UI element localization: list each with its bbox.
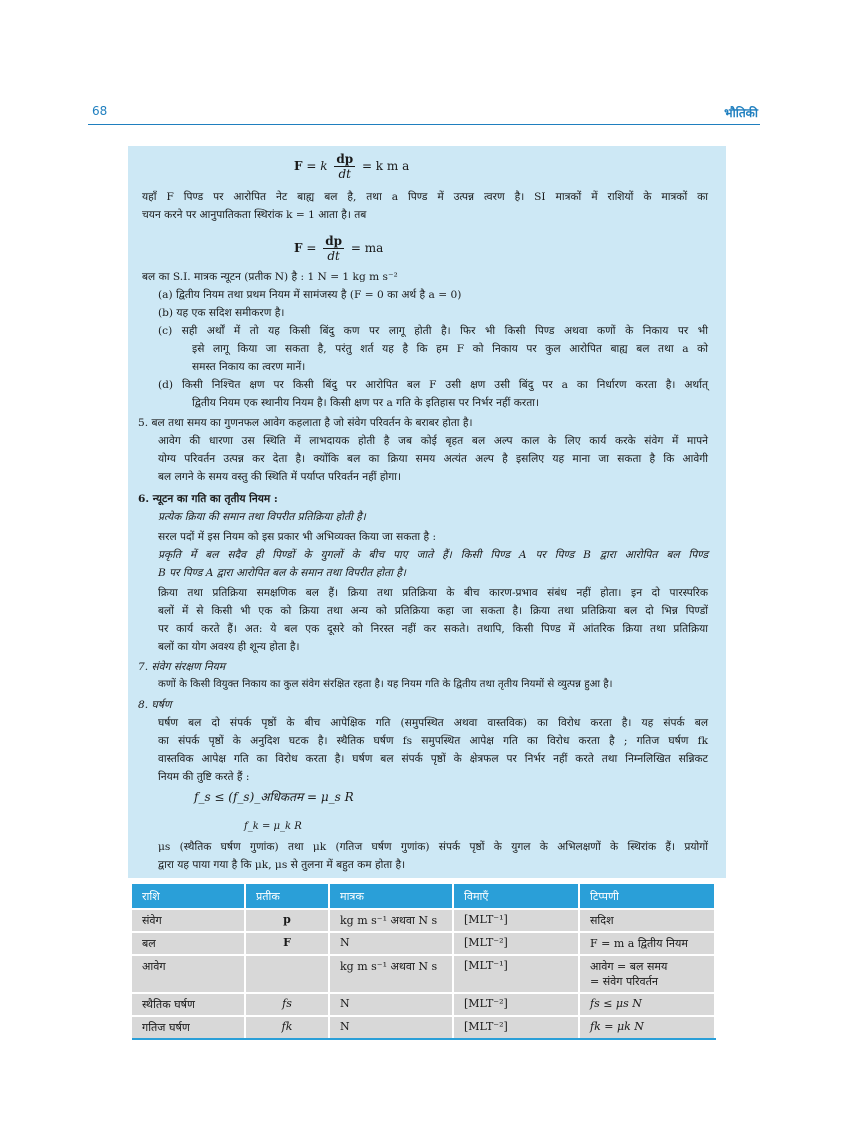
cell: [MLT⁻²] [453,932,579,955]
list-item-continued: द्वितीय नियम एक स्थानीय नियम है। किसी क्षण पर a गति के इतिहास पर निर्भर नहीं करता। [192,397,540,409]
cell: [MLT⁻²] [453,993,579,1016]
equation-si-form: F = $\frac{dp}{dt}$ = ma [294,234,384,263]
cell: [MLT⁻¹] [453,955,579,993]
cell: N [329,932,453,955]
text-line: बल लगने के समय वस्तु की स्थिति में पर्याप्त परिवर्तन नहीं होगा। [158,471,401,483]
text-line: सरल पदों में इस नियम को इस प्रकार भी अभिव्यक्त किया जा सकता है : [158,531,437,543]
list-item: (a) द्वितीय नियम तथा प्रथम नियम में सामंजस्य है (F = 0 का अर्थ है a = 0) [158,289,462,301]
cell: kg m s⁻¹ अथवा N s [329,955,453,993]
text-line: बल का S.I. मात्रक न्यूटन (प्रतीक N) है : 1 N = 1 kg m s⁻² [142,271,398,283]
cell: F = m a द्वितीय नियम [579,932,715,955]
cell: स्थैतिक घर्षण [132,993,245,1016]
col-symbol: प्रतीक [245,884,329,909]
cell: fs [245,993,329,1016]
summary-box [128,146,726,878]
text-line: μs (स्थैतिक घर्षण गुणांक) तथा μk (गतिज घर्षण गुणांक) संपर्क पृष्ठों के युगल के अभिलक्षणों के स्थिरांक हैं। प्रयोगों [158,841,708,853]
cell: आवेग = बल समय = संवेग परिवर्तन [579,955,715,993]
text-line: द्वारा यह पाया गया है कि μk, μs से तुलना में बहुत कम होता है। [158,859,406,871]
summary-table [132,884,716,1036]
text-line: आवेग की धारणा उस स्थिति में लाभदायक होती है जब कोई बृहत बल अल्प काल के लिए कार्य करके संवेग में मापने [158,435,708,447]
text-line: चयन करने पर आनुपातिकता स्थिरांक k = 1 आता है। तब [142,209,367,221]
cell: [MLT⁻¹] [453,909,579,932]
section-6-heading: 6. न्यूटन का गति का तृतीय नियम : [138,493,278,505]
equation-static-friction: f_s ≤ (f_s)_अधिकतम = μ_s R [194,790,354,804]
cell: fs ≤ μs N [579,993,715,1016]
text-line: बलों का योग अवश्य ही शून्य होता है। [158,641,300,653]
third-law-alt-statement: प्रकृति में बल सदैव ही पिण्डों के युगलों के बीच पाए जाते हैं। किसी पिण्ड A पर पिण्ड B द्वारा आरोपित बल पिण्ड [158,549,708,561]
text-line: क्रिया तथा प्रतिक्रिया समक्षणिक बल हैं। क्रिया तथा प्रतिक्रिया के बीच कारण-प्रभाव संबंध नहीं होता। इन दो पारस्परिक [158,587,708,599]
cell [245,955,329,993]
text-line: का संपर्क पृष्ठों के अनुदिश घटक है। स्थैतिक घर्षण fs समुपस्थित आपेक्ष गति का विरोध करता है ; गतिज घर्षण fk [158,735,708,747]
text-line: यहाँ F पिण्ड पर आरोपित नेट बाह्य बल है, तथा a पिण्ड में उत्पन्न त्वरण है। SI मात्रकों में राशियों के मात्रकों का [142,191,708,203]
cell: गतिज घर्षण [132,1016,245,1039]
section-7-heading: 7. संवेग संरक्षण नियम [138,661,226,673]
cell: [MLT⁻²] [453,1016,579,1039]
text-line: वास्तविक आपेक्ष गति का विरोध करता है। घर्षण बल संपर्क पृष्ठों के क्षेत्रफल पर निर्भर नहीं करते तथा निम्नलिखित सन्निकट [158,753,708,765]
col-quantity: राशि [132,884,245,909]
text-line: नियम की तुष्टि करते हैं : [158,771,250,783]
cell: fk = μk N [579,1016,715,1039]
table-row [132,955,715,993]
list-item: (d) किसी निश्चित क्षण पर किसी बिंदु पर आरोपित बल F उसी क्षण उसी बिंदु पर a का निर्धारण करता है। अर्थात् [158,379,708,391]
page-number: 68 [92,104,108,118]
page-header [88,104,760,122]
cell: kg m s⁻¹ अथवा N s [329,909,453,932]
cell: fk [245,1016,329,1039]
header-rule [88,124,760,125]
table-row [132,909,715,932]
text-line: घर्षण बल दो संपर्क पृष्ठों के बीच आपेक्षिक गति (समुपस्थित अथवा वास्तविक) का विरोध करता है। यह संपर्क बल [158,717,708,729]
text-line: योग्य परिवर्तन उत्पन्न कर देता है। क्योंकि बल का क्रिया समय अत्यंत अल्प है इसलिए यह माना जा सकता है कि आवेगी [158,453,708,465]
table-row [132,993,715,1016]
col-remark: टिप्पणी [579,884,715,909]
col-dimension: विमाएँ [453,884,579,909]
list-item: (c) सही अर्थों में तो यह किसी बिंदु कण पर लागू होती है। फिर भी किसी पिण्ड अथवा कणों के निकाय पर भी [158,325,708,337]
cell: p [245,909,329,932]
cell: आवेग [132,955,245,993]
cell: N [329,993,453,1016]
table-row [132,1016,715,1039]
cell: संवेग [132,909,245,932]
text-line: कणों के किसी वियुक्त निकाय का कुल संवेग संरक्षित रहता है। यह नियम गति के द्वितीय तथा तृतीय नियमों से व्युत्पन्न हुआ है। [158,679,613,690]
text-line: पर कार्य करते हैं। अत: ये बल एक दूसरे को निरस्त नहीं कर सकते। तथापि, किसी पिण्ड में आंतरिक क्रिया तथा प्रतिक्रिया [158,623,708,635]
running-title: भौतिकी [724,106,758,120]
section-8-heading: 8. घर्षण [138,699,172,711]
list-item-continued: समस्त निकाय का त्वरण मानें। [192,361,306,373]
equation-newton-second-law: F = k $\frac{dp}{dt}$ = k m a [294,152,410,181]
table-header-row [132,884,715,909]
list-item-continued: इसे लागू किया जा सकता है, परंतु शर्त यह है कि हम F को निकाय पर कुल आरोपित बाह्य बल तथा a को [192,343,708,355]
third-law-alt-statement: B पर पिण्ड A द्वारा आरोपित बल के समान तथा विपरीत होता है। [158,567,406,579]
text-line: बलों में से किसी भी एक को क्रिया तथा अन्य को प्रतिक्रिया कहा जा सकता है। क्रिया तथा प्रतिक्रिया बल दो भिन्न पिण्डों [158,605,708,617]
table-row [132,932,715,955]
cell: N [329,1016,453,1039]
cell: बल [132,932,245,955]
cell: सदिश [579,909,715,932]
cell: F [245,932,329,955]
list-item: (b) यह एक सदिश समीकरण है। [158,307,285,319]
section-5: 5. बल तथा समय का गुणनफल आवेग कहलाता है जो संवेग परिवर्तन के बराबर होता है। [138,417,473,429]
third-law-statement: प्रत्येक क्रिया की समान तथा विपरीत प्रतिक्रिया होती है। [158,511,366,523]
equation-kinetic-friction: f_k = μ_k R [244,821,302,832]
col-unit: मात्रक [329,884,453,909]
